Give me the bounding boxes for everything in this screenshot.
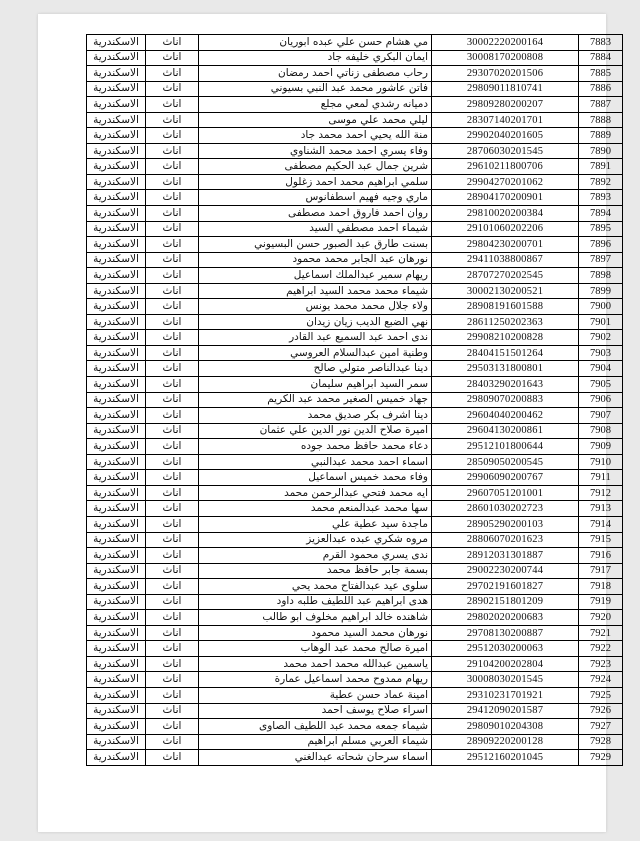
full-name-cell: شيماء جمعه محمد عبد اللطيف الصاوى	[199, 719, 432, 735]
governorate-cell: الاسكندرية	[87, 206, 146, 222]
governorate-cell: الاسكندرية	[87, 672, 146, 688]
national-id-cell: 29809010204308	[432, 719, 579, 735]
full-name-cell: ولاء جلال محمد محمد يونس	[199, 299, 432, 315]
national-id-cell: 28509050200545	[432, 454, 579, 470]
full-name-cell: مروه شكري عبده عبدالعزيز	[199, 532, 432, 548]
row-number-cell: 7901	[579, 314, 623, 330]
governorate-cell: الاسكندرية	[87, 128, 146, 144]
table-row	[87, 143, 623, 159]
gender-cell: اناث	[146, 641, 199, 657]
national-id-cell: 28707270202545	[432, 268, 579, 284]
table-row	[87, 97, 623, 113]
national-id-cell: 29512160201045	[432, 750, 579, 766]
row-number-cell: 7904	[579, 361, 623, 377]
full-name-cell: منة الله يحيي احمد محمد جاد	[199, 128, 432, 144]
national-id-cell: 28611250202363	[432, 314, 579, 330]
full-name-cell: بسمة جابر حافظ محمد	[199, 563, 432, 579]
table-row	[87, 81, 623, 97]
row-number-cell: 7902	[579, 330, 623, 346]
national-id-cell: 29908210200828	[432, 330, 579, 346]
full-name-cell: ندى يسري محمود القرم	[199, 548, 432, 564]
full-name-cell: سلوى عيد عبدالفتاح محمد يحي	[199, 579, 432, 595]
national-id-cell: 30002130200521	[432, 283, 579, 299]
row-number-cell: 7908	[579, 423, 623, 439]
gender-cell: اناث	[146, 143, 199, 159]
table-row	[87, 672, 623, 688]
table-row	[87, 330, 623, 346]
full-name-cell: نورهان عبد الجابر محمد محمود	[199, 252, 432, 268]
governorate-cell: الاسكندرية	[87, 501, 146, 517]
governorate-cell: الاسكندرية	[87, 377, 146, 393]
table-row	[87, 454, 623, 470]
gender-cell: اناث	[146, 81, 199, 97]
row-number-cell: 7919	[579, 594, 623, 610]
gender-cell: اناث	[146, 112, 199, 128]
gender-cell: اناث	[146, 206, 199, 222]
gender-cell: اناث	[146, 439, 199, 455]
national-id-cell: 28908191601588	[432, 299, 579, 315]
gender-cell: اناث	[146, 454, 199, 470]
full-name-cell: ليلي محمد علي موسى	[199, 112, 432, 128]
governorate-cell: الاسكندرية	[87, 548, 146, 564]
gender-cell: اناث	[146, 66, 199, 82]
row-number-cell: 7914	[579, 516, 623, 532]
gender-cell: اناث	[146, 672, 199, 688]
table-row	[87, 35, 623, 51]
national-id-cell: 28403290201643	[432, 377, 579, 393]
national-id-cell: 29607051201001	[432, 485, 579, 501]
table-row	[87, 687, 623, 703]
full-name-cell: دينا اشرف بكر صديق محمد	[199, 408, 432, 424]
full-name-cell: ندى احمد عبد السميع عبد القادر	[199, 330, 432, 346]
row-number-cell: 7899	[579, 283, 623, 299]
governorate-cell: الاسكندرية	[87, 299, 146, 315]
row-number-cell: 7891	[579, 159, 623, 175]
governorate-cell: الاسكندرية	[87, 50, 146, 66]
row-number-cell: 7921	[579, 625, 623, 641]
table-row	[87, 112, 623, 128]
row-number-cell: 7906	[579, 392, 623, 408]
gender-cell: اناث	[146, 485, 199, 501]
table-row	[87, 719, 623, 735]
national-id-cell: 29904270201062	[432, 174, 579, 190]
table-row	[87, 532, 623, 548]
governorate-cell: الاسكندرية	[87, 159, 146, 175]
full-name-cell: دينا عبدالناصر متولي صالح	[199, 361, 432, 377]
full-name-cell: اسراء صلاح يوسف احمد	[199, 703, 432, 719]
governorate-cell: الاسكندرية	[87, 750, 146, 766]
gender-cell: اناث	[146, 408, 199, 424]
row-number-cell: 7922	[579, 641, 623, 657]
governorate-cell: الاسكندرية	[87, 408, 146, 424]
table-row	[87, 579, 623, 595]
table-row	[87, 237, 623, 253]
table-row	[87, 159, 623, 175]
gender-cell: اناث	[146, 237, 199, 253]
governorate-cell: الاسكندرية	[87, 656, 146, 672]
governorate-cell: الاسكندرية	[87, 190, 146, 206]
table-row	[87, 392, 623, 408]
row-number-cell: 7928	[579, 734, 623, 750]
table-row	[87, 703, 623, 719]
table-row	[87, 50, 623, 66]
row-number-cell: 7913	[579, 501, 623, 517]
table-row	[87, 174, 623, 190]
national-id-cell: 29810020200384	[432, 206, 579, 222]
national-id-cell: 29604040200462	[432, 408, 579, 424]
gender-cell: اناث	[146, 516, 199, 532]
national-id-cell: 29708130200887	[432, 625, 579, 641]
gender-cell: اناث	[146, 361, 199, 377]
governorate-cell: الاسكندرية	[87, 610, 146, 626]
row-number-cell: 7909	[579, 439, 623, 455]
governorate-cell: الاسكندرية	[87, 283, 146, 299]
full-name-cell: وفاء محمد خميس اسماعيل	[199, 470, 432, 486]
row-number-cell: 7923	[579, 656, 623, 672]
national-id-cell: 30008170200808	[432, 50, 579, 66]
gender-cell: اناث	[146, 221, 199, 237]
national-id-cell: 29310231701921	[432, 687, 579, 703]
gender-cell: اناث	[146, 501, 199, 517]
gender-cell: اناث	[146, 345, 199, 361]
national-id-cell: 28601030202723	[432, 501, 579, 517]
gender-cell: اناث	[146, 532, 199, 548]
full-name-cell: ايه محمد فتحي عبدالرحمن محمد	[199, 485, 432, 501]
governorate-cell: الاسكندرية	[87, 221, 146, 237]
national-id-cell: 28905290200103	[432, 516, 579, 532]
full-name-cell: رحاب مصطفى زناتي احمد رمضان	[199, 66, 432, 82]
governorate-cell: الاسكندرية	[87, 252, 146, 268]
governorate-cell: الاسكندرية	[87, 734, 146, 750]
full-name-cell: هدى ابراهيم عبد اللطيف طلبه داود	[199, 594, 432, 610]
governorate-cell: الاسكندرية	[87, 719, 146, 735]
document-page	[38, 14, 611, 832]
table-row	[87, 516, 623, 532]
gender-cell: اناث	[146, 314, 199, 330]
row-number-cell: 7887	[579, 97, 623, 113]
table-row	[87, 314, 623, 330]
table-row	[87, 656, 623, 672]
full-name-cell: دميانه رشدي لمعي مجلع	[199, 97, 432, 113]
national-id-cell: 28904170200901	[432, 190, 579, 206]
full-name-cell: وفاء يسري احمد محمد الشناوي	[199, 143, 432, 159]
full-name-cell: ماري وجيه فهيم اسطفانوس	[199, 190, 432, 206]
gender-cell: اناث	[146, 563, 199, 579]
national-id-cell: 29104200202804	[432, 656, 579, 672]
gender-cell: اناث	[146, 299, 199, 315]
table-row	[87, 610, 623, 626]
gender-cell: اناث	[146, 268, 199, 284]
national-id-cell: 28806070201623	[432, 532, 579, 548]
gender-cell: اناث	[146, 190, 199, 206]
full-name-cell: دعاء محمد حافظ محمد جوده	[199, 439, 432, 455]
row-number-cell: 7905	[579, 377, 623, 393]
row-number-cell: 7915	[579, 532, 623, 548]
gender-cell: اناث	[146, 750, 199, 766]
national-id-cell: 29604130200861	[432, 423, 579, 439]
row-number-cell: 7920	[579, 610, 623, 626]
governorate-cell: الاسكندرية	[87, 330, 146, 346]
roster-table	[86, 34, 623, 766]
gender-cell: اناث	[146, 392, 199, 408]
gender-cell: اناث	[146, 656, 199, 672]
gender-cell: اناث	[146, 610, 199, 626]
gender-cell: اناث	[146, 330, 199, 346]
governorate-cell: الاسكندرية	[87, 439, 146, 455]
governorate-cell: الاسكندرية	[87, 641, 146, 657]
row-number-cell: 7910	[579, 454, 623, 470]
table-row	[87, 470, 623, 486]
governorate-cell: الاسكندرية	[87, 470, 146, 486]
row-number-cell: 7927	[579, 719, 623, 735]
row-number-cell: 7929	[579, 750, 623, 766]
table-row	[87, 128, 623, 144]
national-id-cell: 28307140201701	[432, 112, 579, 128]
row-number-cell: 7912	[579, 485, 623, 501]
row-number-cell: 7886	[579, 81, 623, 97]
full-name-cell: نهي الضبع الديب زيان زيدان	[199, 314, 432, 330]
table-row	[87, 423, 623, 439]
table-row	[87, 66, 623, 82]
governorate-cell: الاسكندرية	[87, 237, 146, 253]
full-name-cell: ياسمين عبدالله محمد احمد محمد	[199, 656, 432, 672]
governorate-cell: الاسكندرية	[87, 687, 146, 703]
governorate-cell: الاسكندرية	[87, 579, 146, 595]
gender-cell: اناث	[146, 128, 199, 144]
national-id-cell: 29809280200207	[432, 97, 579, 113]
table-row	[87, 439, 623, 455]
full-name-cell: ريهام ممدوح محمد اسماعيل عمارة	[199, 672, 432, 688]
governorate-cell: الاسكندرية	[87, 81, 146, 97]
table-row	[87, 594, 623, 610]
table-row	[87, 252, 623, 268]
table-row	[87, 361, 623, 377]
gender-cell: اناث	[146, 687, 199, 703]
governorate-cell: الاسكندرية	[87, 423, 146, 439]
national-id-cell: 28902151801209	[432, 594, 579, 610]
full-name-cell: نورهان محمد السيد محمود	[199, 625, 432, 641]
full-name-cell: سلمي ابراهيم محمد احمد زغلول	[199, 174, 432, 190]
table-row	[87, 485, 623, 501]
national-id-cell: 28912031301887	[432, 548, 579, 564]
full-name-cell: اميرة صالح محمد عبد الوهاب	[199, 641, 432, 657]
governorate-cell: الاسكندرية	[87, 174, 146, 190]
national-id-cell: 29610211800706	[432, 159, 579, 175]
table-row	[87, 221, 623, 237]
table-row	[87, 299, 623, 315]
full-name-cell: ايمان البكري خليفه جاد	[199, 50, 432, 66]
governorate-cell: الاسكندرية	[87, 594, 146, 610]
governorate-cell: الاسكندرية	[87, 97, 146, 113]
table-row	[87, 283, 623, 299]
gender-cell: اناث	[146, 548, 199, 564]
full-name-cell: ريهام سمير عبدالملك اسماعيل	[199, 268, 432, 284]
full-name-cell: ماجدة سيد عطية علي	[199, 516, 432, 532]
row-number-cell: 7890	[579, 143, 623, 159]
table-row	[87, 345, 623, 361]
governorate-cell: الاسكندرية	[87, 516, 146, 532]
row-number-cell: 7903	[579, 345, 623, 361]
gender-cell: اناث	[146, 283, 199, 299]
table-row	[87, 268, 623, 284]
gender-cell: اناث	[146, 734, 199, 750]
table-row	[87, 734, 623, 750]
row-number-cell: 7900	[579, 299, 623, 315]
gender-cell: اناث	[146, 159, 199, 175]
national-id-cell: 29512101800644	[432, 439, 579, 455]
row-number-cell: 7911	[579, 470, 623, 486]
governorate-cell: الاسكندرية	[87, 66, 146, 82]
governorate-cell: الاسكندرية	[87, 703, 146, 719]
gender-cell: اناث	[146, 594, 199, 610]
full-name-cell: مي هشام حسن علي عبده ابوريان	[199, 35, 432, 51]
national-id-cell: 29809070200883	[432, 392, 579, 408]
governorate-cell: الاسكندرية	[87, 563, 146, 579]
roster-table-body	[87, 35, 623, 766]
table-row	[87, 563, 623, 579]
table-row	[87, 206, 623, 222]
national-id-cell: 30008030201545	[432, 672, 579, 688]
governorate-cell: الاسكندرية	[87, 345, 146, 361]
row-number-cell: 7917	[579, 563, 623, 579]
full-name-cell: بسنت طارق عبد الصبور حسن البسيوني	[199, 237, 432, 253]
row-number-cell: 7907	[579, 408, 623, 424]
gender-cell: اناث	[146, 252, 199, 268]
full-name-cell: شيماء العربي مسلم ابراهيم	[199, 734, 432, 750]
row-number-cell: 7892	[579, 174, 623, 190]
table-row	[87, 377, 623, 393]
full-name-cell: اسماء سرحان شحاته عبدالغني	[199, 750, 432, 766]
row-number-cell: 7895	[579, 221, 623, 237]
full-name-cell: شيماء محمد محمد السيد ابراهيم	[199, 283, 432, 299]
national-id-cell: 29411038800867	[432, 252, 579, 268]
national-id-cell: 29902040201605	[432, 128, 579, 144]
row-number-cell: 7896	[579, 237, 623, 253]
national-id-cell: 28706030201545	[432, 143, 579, 159]
row-number-cell: 7916	[579, 548, 623, 564]
full-name-cell: اسماء احمد محمد عبدالنبي	[199, 454, 432, 470]
governorate-cell: الاسكندرية	[87, 392, 146, 408]
governorate-cell: الاسكندرية	[87, 454, 146, 470]
full-name-cell: شيماء احمد مصطفي السيد	[199, 221, 432, 237]
row-number-cell: 7925	[579, 687, 623, 703]
full-name-cell: روان احمد فاروق احمد مصطفى	[199, 206, 432, 222]
gender-cell: اناث	[146, 470, 199, 486]
governorate-cell: الاسكندرية	[87, 314, 146, 330]
gender-cell: اناث	[146, 625, 199, 641]
table-row	[87, 408, 623, 424]
row-number-cell: 7924	[579, 672, 623, 688]
governorate-cell: الاسكندرية	[87, 625, 146, 641]
gender-cell: اناث	[146, 703, 199, 719]
row-number-cell: 7888	[579, 112, 623, 128]
table-row	[87, 625, 623, 641]
full-name-cell: وطنية امين عبدالسلام العروسي	[199, 345, 432, 361]
governorate-cell: الاسكندرية	[87, 35, 146, 51]
national-id-cell: 29804230200701	[432, 237, 579, 253]
gender-cell: اناث	[146, 50, 199, 66]
row-number-cell: 7898	[579, 268, 623, 284]
full-name-cell: امينة عماد حسن عطية	[199, 687, 432, 703]
gender-cell: اناث	[146, 35, 199, 51]
national-id-cell: 29809011810741	[432, 81, 579, 97]
row-number-cell: 7885	[579, 66, 623, 82]
row-number-cell: 7884	[579, 50, 623, 66]
governorate-cell: الاسكندرية	[87, 532, 146, 548]
governorate-cell: الاسكندرية	[87, 268, 146, 284]
national-id-cell: 29307020201506	[432, 66, 579, 82]
row-number-cell: 7889	[579, 128, 623, 144]
full-name-cell: شاهنده خالد ابراهيم مخلوف ابو طالب	[199, 610, 432, 626]
national-id-cell: 29702191601827	[432, 579, 579, 595]
national-id-cell: 29503131800801	[432, 361, 579, 377]
gender-cell: اناث	[146, 97, 199, 113]
table-row	[87, 750, 623, 766]
national-id-cell: 28404151501264	[432, 345, 579, 361]
national-id-cell: 30002220200164	[432, 35, 579, 51]
full-name-cell: سمر السيد ابراهيم سليمان	[199, 377, 432, 393]
governorate-cell: الاسكندرية	[87, 143, 146, 159]
row-number-cell: 7918	[579, 579, 623, 595]
national-id-cell: 29512030200063	[432, 641, 579, 657]
table-row	[87, 501, 623, 517]
gender-cell: اناث	[146, 377, 199, 393]
full-name-cell: شرين جمال عبد الحكيم مصطفى	[199, 159, 432, 175]
full-name-cell: سها محمد عبدالمنعم محمد	[199, 501, 432, 517]
full-name-cell: جهاد خميس الصغير محمد عبد الكريم	[199, 392, 432, 408]
gender-cell: اناث	[146, 719, 199, 735]
national-id-cell: 29101060202206	[432, 221, 579, 237]
full-name-cell: اميرة صلاح الدين نور الدين علي عثمان	[199, 423, 432, 439]
governorate-cell: الاسكندرية	[87, 361, 146, 377]
table-row	[87, 190, 623, 206]
governorate-cell: الاسكندرية	[87, 485, 146, 501]
table-row	[87, 641, 623, 657]
national-id-cell: 29412090201587	[432, 703, 579, 719]
gender-cell: اناث	[146, 174, 199, 190]
national-id-cell: 28909220200128	[432, 734, 579, 750]
national-id-cell: 29802020200683	[432, 610, 579, 626]
row-number-cell: 7926	[579, 703, 623, 719]
row-number-cell: 7894	[579, 206, 623, 222]
table-row	[87, 548, 623, 564]
row-number-cell: 7897	[579, 252, 623, 268]
national-id-cell: 29906090200767	[432, 470, 579, 486]
row-number-cell: 7893	[579, 190, 623, 206]
row-number-cell: 7883	[579, 35, 623, 51]
gender-cell: اناث	[146, 579, 199, 595]
gender-cell: اناث	[146, 423, 199, 439]
full-name-cell: فاتن عاشور محمد عبد النبي بسيوني	[199, 81, 432, 97]
national-id-cell: 29002230200744	[432, 563, 579, 579]
governorate-cell: الاسكندرية	[87, 112, 146, 128]
